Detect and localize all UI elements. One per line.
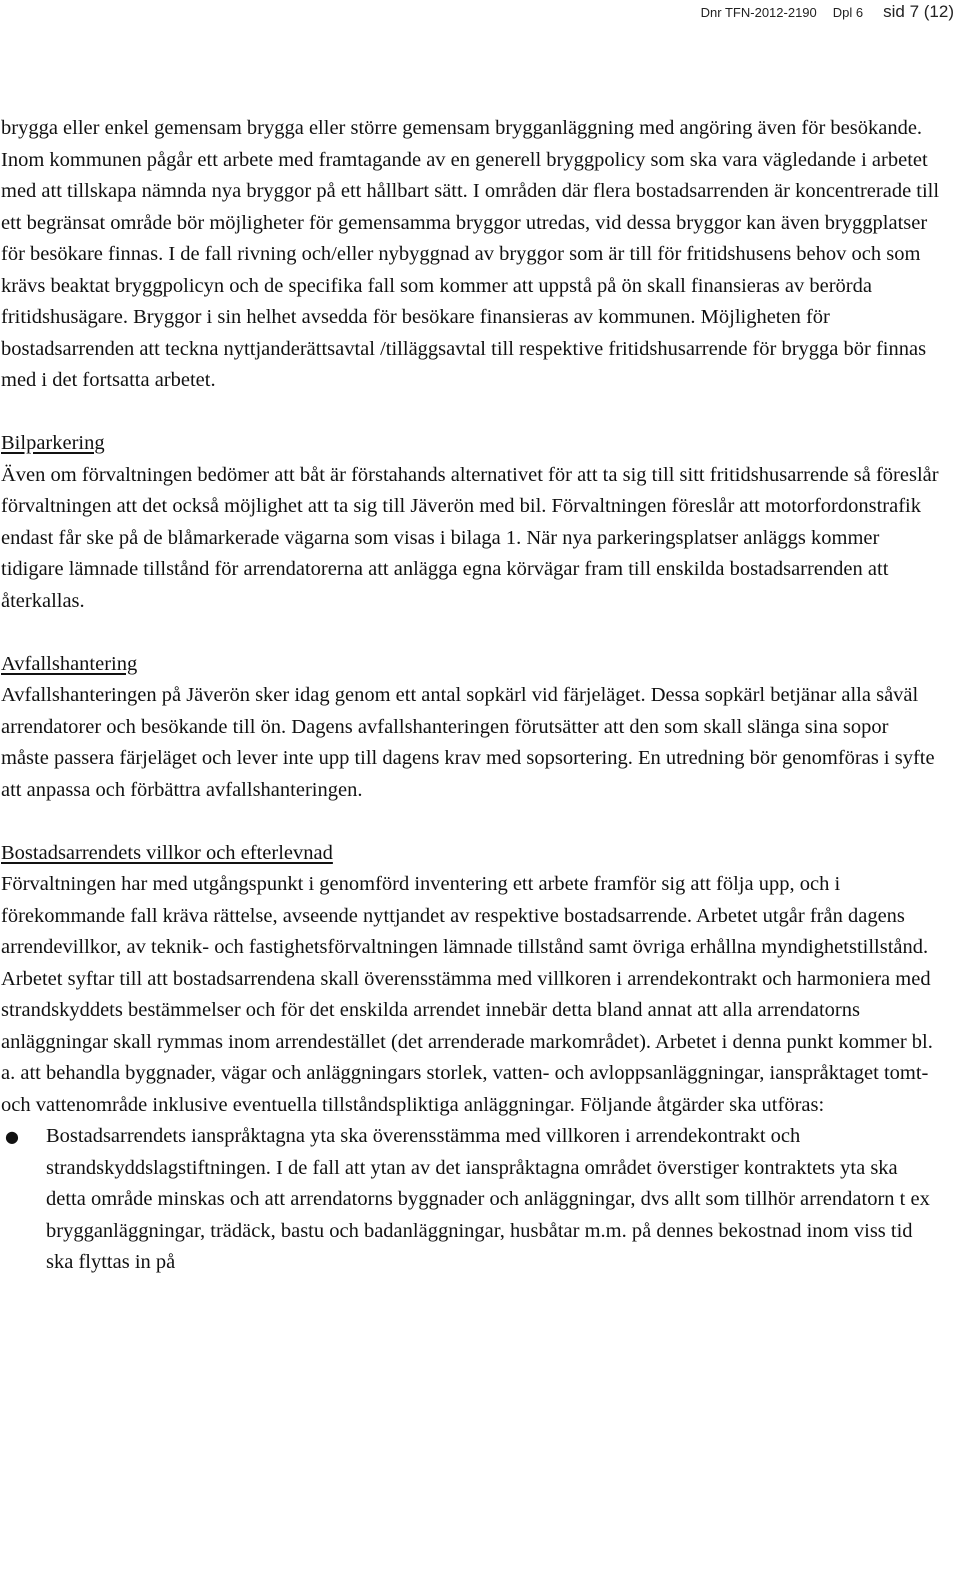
- list-item: [1, 1121, 941, 1279]
- bullet-icon: ●: [5, 1127, 19, 1146]
- document-body: [1, 113, 941, 1279]
- section-avfallshantering: [1, 649, 941, 807]
- section-text-avfallshantering: Avfallshanteringen på Jäverön sker idag genom ett antal sopkärl vid färjeläget. Dessa sopkärl betjänar alla såväl arrendatorer och besökande till ön. Dagens avfallshanteringen förutsätter att den som skall slänga sina sopor måste passera färjeläget och lever inte upp till dagens krav med sopsortering. En utredning bör genomföras i syfte att anpassa och förbättra avfallshanteringen.: [1, 684, 935, 801]
- document-number: Dnr TFN-2012-2190: [700, 5, 817, 20]
- section-text-bilparkering: Även om förvaltningen bedömer att båt är förstahands alternativet för att ta sig till sitt fritidshusarrende så föreslår förvaltningen att det också möjlighet att ta sig till Jäverön med bil. Förvaltningen föreslår att motorfordonstrafik endast får ske på de blåmarkerade vägarna som visas i bilaga 1. När nya parkeringsplatser anläggs kommer tidigare lämnade tillstånd för arrendatorerna att anlägga egna körvägar fram till enskilda bostadsarrenden att återkallas.: [1, 463, 939, 612]
- intro-paragraph: brygga eller enkel gemensam brygga eller större gemensam brygganläggning med angöring även för besökande. Inom kommunen pågår ett arbete med framtagande av en generell bryggpolicy som ska vara vägledande i arbetet med att tillskapa nämnda nya bryggor på ett hållbart sätt. I områden där flera bostadsarrenden är koncentrerade till ett begränsat område bör möjligheter för gemensamma bryggor utredas, vid dessa bryggor kan även bryggplatser för besökare finnas. I de fall rivning och/eller nybyggnad av bryggor som är till för fritidshusens behov och som krävs beaktat bryggpolicyn och de specifika fall som kommer att uppstå på ön skall finansieras av berörda fritidshusägare. Bryggor i sin helhet avsedda för besökare finansieras av kommunen. Möjligheten för bostadsarrenden att teckna nyttjanderättsavtal /tilläggsavtal till respektive fritidshusarrende för brygga bör finnas med i det fortsatta arbetet.: [1, 117, 940, 391]
- section-heading-bilparkering: Bilparkering: [1, 432, 105, 454]
- page-number: sid 7 (12): [883, 2, 954, 21]
- page-header: [701, 2, 954, 22]
- section-heading-avfallshantering: Avfallshantering: [1, 652, 138, 675]
- dpl-number: Dpl 6: [832, 5, 864, 20]
- action-list: [1, 1121, 941, 1279]
- list-item-text: Bostadsarrendets ianspråktagna yta ska överensstämma med villkoren i arrendekontrakt och strandskyddslagstiftningen. I de fall att ytan av det ianspråktagna området överstiger kontraktets yta ska detta område minskas och att arrendatorns byggnader och anläggningar, dvs allt som tillhör arrendatorn t ex brygganläggningar, trädäck, bastu och badanläggningar, husbåtar m.m. på dennes bekostnad inom viss tid ska flyttas in på: [46, 1125, 930, 1273]
- section-heading-bostadsarrende: Bostadsarrendets villkor och efterlevnad: [1, 841, 333, 864]
- section-bostadsarrende: [1, 838, 941, 1279]
- section-text-bostadsarrende: Förvaltningen har med utgångspunkt i genomförd inventering ett arbete framför sig att följa upp, och i förekommande fall kräva rättelse, avseende nyttjandet av respektive bostadsarrende. Arbetet utgår från dagens arrendevillkor, av teknik- och fastighetsförvaltningen lämnade tillstånd samt övriga erhållna myndighetstillstånd. Arbetet syftar till att bostadsarrendena skall överensstämma med villkoren i arrendekontrakt och harmoniera med strandskyddets bestämmelser och för det enskilda arrendet innebär detta bland annat att alla arrendatorns anläggningar skall rymmas inom arrendestället (det arrenderade markområdet). Arbetet i denna punkt kommer bl. a. att behandla byggnader, vägar och anläggningars storlek, vatten- och avloppsanläggningar, ianspråktaget tomt- och vattenområde inklusive eventuella tillståndspliktiga anläggningar. Följande åtgärder ska utföras:: [1, 873, 933, 1116]
- section-bilparkering: [1, 428, 941, 617]
